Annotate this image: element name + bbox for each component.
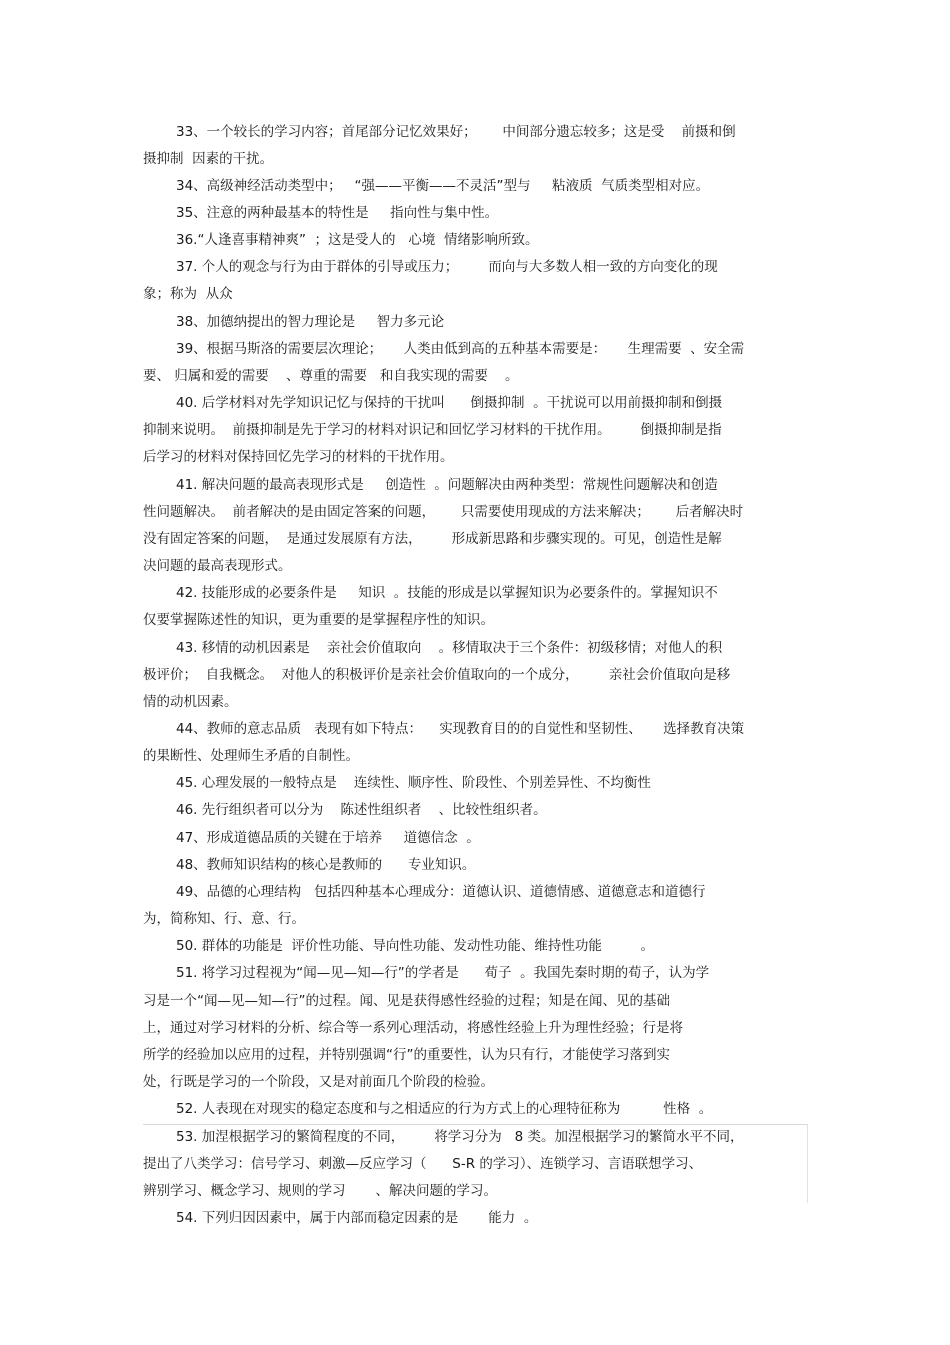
text-line: 极评价； 自我概念。 对他人的积极评价是亲社会价值取向的一个成分， 亲社会价值取向是移: [143, 667, 731, 683]
text-line: 没有固定答案的问题， 是通过发展原有方法， 形成新思路和步骤实现的。可见，创造性是解: [143, 531, 722, 547]
text-line: 36.“人逢喜事精神爽” ；这是受人的 心境 情绪影响所致。: [176, 232, 539, 248]
text-line: 53. 加涅根据学习的繁简程度的不同， 将学习分为 8 类。加涅根据学习的繁简水平不同，: [176, 1129, 744, 1145]
text-line: 43. 移情的动机因素是 亲社会价值取向 。移情取决于三个条件：初级移情；对他人的积: [176, 640, 723, 656]
text-line: 50. 群体的功能是 评价性功能、导向性功能、发动性功能、维持性功能 。: [176, 938, 654, 954]
text-line: 上，通过对学习材料的分析、综合等一系列心理活动，将感性经验上升为理性经验；行是将: [143, 1020, 683, 1036]
text-line: 所学的经验加以应用的过程，并特别强调“行”的重要性，认为只有行，才能使学习落到实: [143, 1047, 670, 1063]
text-line: 45. 心理发展的一般特点是 连续性、顺序性、阶段性、个别差异性、不均衡性: [176, 775, 651, 791]
text-line: 辨别学习、概念学习、规则的学习 、解决问题的学习。: [143, 1183, 498, 1199]
text-line: 仅要掌握陈述性的知识，更为重要的是掌握程序性的知识。: [143, 612, 494, 628]
text-line: 54. 下列归因因素中，属于内部而稳定因素的是 能力 。: [176, 1210, 538, 1226]
text-line: 决问题的最高表现形式。: [143, 558, 292, 574]
text-line: 48、教师知识结构的核心是教师的 专业知识。: [176, 857, 476, 873]
text-line: 象；称为 从众: [143, 286, 233, 302]
text-line: 处，行既是学习的一个阶段，又是对前面几个阶段的检验。: [143, 1074, 494, 1090]
text-line: 47、形成道德品质的关键在于培养 道德信念 。: [176, 830, 480, 846]
text-line: 52. 人表现在对现实的稳定态度和与之相适应的行为方式上的心理特征称为 性格 。: [176, 1101, 713, 1117]
text-line: 39、根据马斯洛的需要层次理论； 人类由低到高的五种基本需要是： 生理需要 、安全需: [176, 341, 745, 357]
text-line: 的果断性、处理师生矛盾的自制性。: [143, 748, 359, 764]
text-line: 后学习的材料对保持回忆先学习的材料的干扰作用。: [143, 449, 454, 465]
text-line: 42. 技能形成的必要条件是 知识 。技能的形成是以掌握知识为必要条件的。掌握知识不: [176, 585, 718, 601]
text-line: 46. 先行组织者可以分为 陈述性组织者 、比较性组织者。: [176, 802, 547, 818]
text-line: 要、 归属和爱的需要 、尊重的需要 和自我实现的需要 。: [143, 368, 519, 384]
text-line: 51. 将学习过程视为“闻—见—知—行”的学者是 荀子 。我国先秦时期的荀子，认为学: [176, 965, 710, 981]
text-line: 44、教师的意志品质 表现有如下特点： 实现教育目的的自觉性和坚韧性、 选择教育决策: [176, 721, 745, 737]
text-line: 提出了八类学习：信号学习、刺激—反应学习（ S-R 的学习）、连锁学习、言语联想学习、: [143, 1156, 703, 1172]
text-line: 40. 后学材料对先学知识记忆与保持的干扰叫 倒摄抑制 。干扰说可以用前摄抑制和倒摄: [176, 395, 723, 411]
text-line: 习是一个“闻—见—知—行”的过程。闻、见是获得感性经验的过程；知是在闻、见的基础: [143, 993, 670, 1009]
text-line: 情的动机因素。: [143, 694, 238, 710]
text-line: 35、注意的两种最基本的特性是 指向性与集中性。: [176, 205, 499, 221]
text-line: 性问题解决。 前者解决的是由固定答案的问题， 只需要使用现成的方法来解决； 后者解决时: [143, 504, 744, 520]
text-line: 摄抑制 因素的干扰。: [143, 151, 274, 167]
text-line: 33、一个较长的学习内容；首尾部分记忆效果好； 中间部分遗忘较多；这是受 前摄和倒: [176, 124, 736, 140]
text-line: 41. 解决问题的最高表现形式是 创造性 。问题解决由两种类型：常规性问题解决和创造: [176, 477, 718, 493]
text-line: 49、品德的心理结构 包括四种基本心理成分：道德认识、道德情感、道德意志和道德行: [176, 884, 706, 900]
text-line: 为，简称知、行、意、行。: [143, 911, 305, 927]
text-line: 37. 个人的观念与行为由于群体的引导或压力； 而向与大多数人相一致的方向变化的现: [176, 259, 718, 275]
text-line: 34、高级神经活动类型中； “强——平衡——不灵活”型与 粘液质 气质类型相对应。: [176, 178, 710, 194]
text-line: 抑制来说明。 前摄抑制是先于学习的材料对识记和回忆学习材料的干扰作用。 倒摄抑制是指: [143, 422, 722, 438]
text-line: 38、加德纳提出的智力理论是 智力多元论: [176, 314, 445, 330]
